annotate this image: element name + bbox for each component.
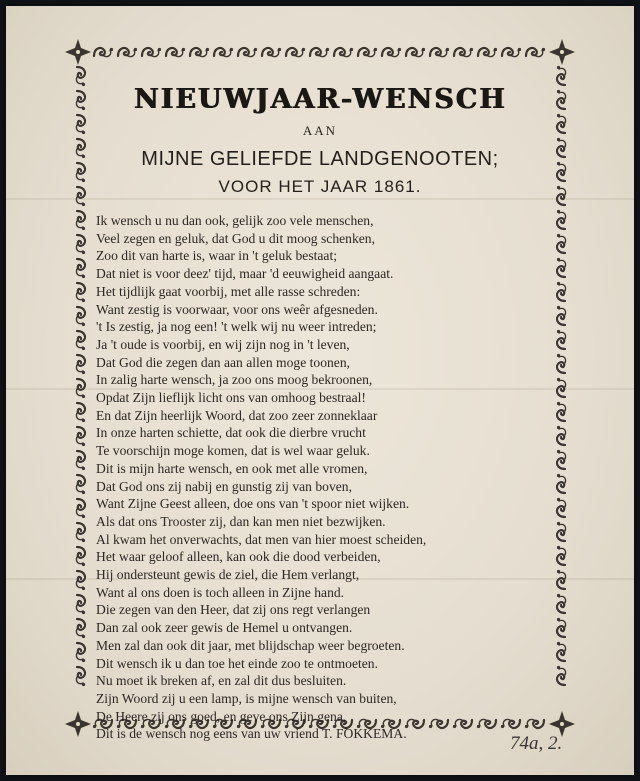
corner-rosette-icon xyxy=(65,711,91,737)
scroll-ornament-icon xyxy=(430,48,449,57)
scroll-ornament-icon xyxy=(286,48,305,57)
scroll-ornament-icon xyxy=(557,66,566,85)
scroll-ornament-icon xyxy=(557,618,566,637)
poem-line: Hij ondersteunt gewis de ziel, die Hem verlangt, xyxy=(96,567,360,583)
poem-line: Dat God ons zij nabij en gunstig zij van boven, xyxy=(96,478,352,494)
poem-line: Opdat Zijn lieflijk licht ons van omhoog bestraal! xyxy=(96,390,366,406)
poem-line: Want al ons doen is toch alleen in Zijne hand. xyxy=(96,584,345,600)
scroll-ornament-icon xyxy=(557,570,566,589)
scroll-ornament-icon xyxy=(76,523,85,542)
scroll-ornament-icon xyxy=(557,114,566,133)
scroll-ornament-icon xyxy=(76,211,85,230)
scroll-ornament-icon xyxy=(76,571,85,590)
scroll-ornament-icon xyxy=(382,48,401,57)
scroll-ornament-icon xyxy=(118,48,137,57)
scroll-ornament-icon xyxy=(454,48,473,57)
scroll-ornament-icon xyxy=(76,91,85,110)
scroll-ornament-icon xyxy=(502,48,521,57)
scroll-ornament-icon xyxy=(76,163,85,182)
poem-line: Zoo dit van harte is, waar in 't geluk bestaat; xyxy=(96,248,338,264)
scroll-ornament-icon xyxy=(557,474,566,493)
scroll-ornament-icon xyxy=(557,186,566,205)
poem-body xyxy=(90,212,550,743)
scroll-ornament-icon xyxy=(557,498,566,517)
scroll-ornament-icon xyxy=(76,67,85,86)
scroll-ornament-icon xyxy=(76,475,85,494)
scroll-ornament-icon xyxy=(358,48,377,57)
scroll-ornament-icon xyxy=(262,48,281,57)
scroll-ornament-icon xyxy=(310,48,329,57)
scroll-ornament-icon xyxy=(557,546,566,565)
poem-line: Zijn Woord zij u een lamp, is mijne wensch van buiten, xyxy=(96,690,397,706)
scroll-ornament-icon xyxy=(76,595,85,614)
scroll-ornament-icon xyxy=(557,450,566,469)
scroll-ornament-icon xyxy=(478,48,497,57)
poem-line: 't Is zestig, ja nog een! 't welk wij nu weer intreden; xyxy=(96,319,377,335)
poem-line: Als dat ons Trooster zij, dan kan men niet bezwijken. xyxy=(96,513,386,529)
poem-line: Dit wensch ik u dan toe het einde zoo te ontmoeten. xyxy=(96,655,378,671)
scroll-ornament-icon xyxy=(190,48,209,57)
scroll-ornament-icon xyxy=(557,162,566,181)
scroll-ornament-icon xyxy=(557,306,566,325)
poem-line: Dat niet is voor deez' tijd, maar 'd eeuwigheid aangaat. xyxy=(96,266,394,282)
poem-line: Al kwam het onverwachts, dat men van hier moest scheiden, xyxy=(96,531,427,547)
poem-line: Het waar geloof alleen, kan ook die dood verbeiden, xyxy=(96,549,381,565)
corner-rosette-icon xyxy=(549,39,575,65)
year-line: VOOR HET JAAR 1861. xyxy=(218,177,422,196)
scroll-ornament-icon xyxy=(166,48,185,57)
poem-line: Want Zijne Geest alleen, doe ons van 't spoor niet wijken. xyxy=(96,496,410,512)
scroll-ornament-icon xyxy=(557,258,566,277)
page-title: NIEUWJAAR-WENSCH xyxy=(133,84,507,115)
scroll-ornament-icon xyxy=(557,330,566,349)
scroll-ornament-icon xyxy=(557,138,566,157)
poem-line: Dan zal ook zeer gewis de Hemel u ontvangen. xyxy=(96,620,353,636)
poem-line: En dat Zijn heerlijk Woord, dat zoo zeer zonneklaar xyxy=(96,407,378,423)
poem-line: Veel zegen en geluk, dat God u dit moog schenken, xyxy=(96,230,375,246)
scroll-ornament-icon xyxy=(76,547,85,566)
scroll-ornament-icon xyxy=(142,48,161,57)
poem-line: Want zestig is voorwaar, voor ons weêr afgesneden. xyxy=(96,301,378,317)
scroll-ornament-icon xyxy=(76,307,85,326)
poem-line: Ja 't oude is voorbij, en wij zijn nog in 't leven, xyxy=(96,336,350,352)
scroll-ornament-icon xyxy=(557,642,566,661)
scroll-ornament-icon xyxy=(334,48,353,57)
poem-line: De Heere zij ons goed, en geve ons Zijn gena, xyxy=(96,708,347,724)
scroll-ornament-icon xyxy=(76,139,85,158)
scroll-ornament-icon xyxy=(238,48,257,57)
scroll-ornament-icon xyxy=(76,643,85,662)
scroll-ornament-icon xyxy=(557,522,566,541)
poem-line: Ik wensch u nu dan ook, gelijk zoo vele menschen, xyxy=(96,213,374,228)
poem-line: Dit is mijn harte wensch, en ook met alle vromen, xyxy=(96,460,368,476)
scroll-ornament-icon xyxy=(76,379,85,398)
poem-line: In zalig harte wensch, ja zoo ons moog bekroonen, xyxy=(96,372,373,388)
scroll-ornament-icon xyxy=(406,48,425,57)
scroll-ornament-icon xyxy=(76,115,85,134)
poem-line: Dit is de wensch nog eens van uw vriend T. FOKKEMA. xyxy=(96,726,407,742)
scroll-ornament-icon xyxy=(76,355,85,374)
corner-rosette-icon xyxy=(65,39,91,65)
scroll-ornament-icon xyxy=(76,499,85,518)
scroll-ornament-icon xyxy=(557,594,566,613)
scroll-ornament-icon xyxy=(76,403,85,422)
scroll-ornament-icon xyxy=(76,283,85,302)
scroll-ornament-icon xyxy=(557,282,566,301)
scroll-ornament-icon xyxy=(76,331,85,350)
scroll-ornament-icon xyxy=(557,666,566,685)
scroll-ornament-icon xyxy=(526,48,545,57)
poem-line: Het tijdlijk gaat voorbij, met alle rasse schreden: xyxy=(96,283,361,299)
scroll-ornament-icon xyxy=(76,235,85,254)
scroll-ornament-icon xyxy=(557,234,566,253)
scroll-ornament-icon xyxy=(76,259,85,278)
scroll-ornament-icon xyxy=(557,378,566,397)
poem-line: Dat God die zegen dan aan allen moge toonen, xyxy=(96,354,351,370)
scroll-ornament-icon xyxy=(76,451,85,470)
broadsheet-content xyxy=(90,70,550,743)
archive-number: 74a, 2. xyxy=(510,733,563,754)
poem-line: Die zegen van den Heer, dat zij ons regt verlangen xyxy=(96,602,371,618)
scroll-ornament-icon xyxy=(557,402,566,421)
dedication-aan: AAN xyxy=(302,123,338,138)
scroll-ornament-icon xyxy=(76,427,85,446)
poem-line: In onze harten schiette, dat ook die dierbre vrucht xyxy=(96,425,366,441)
scroll-ornament-icon xyxy=(76,187,85,206)
scroll-ornament-icon xyxy=(557,90,566,109)
scroll-ornament-icon xyxy=(94,48,113,57)
scroll-ornament-icon xyxy=(557,354,566,373)
poem-line: Te voorschijn moge komen, dat is wel waar geluk. xyxy=(96,443,370,459)
poem-line: Nu moet ik breken af, en zal dit dus besluiten. xyxy=(96,673,347,689)
scroll-ornament-icon xyxy=(76,667,85,686)
scroll-ornament-icon xyxy=(557,426,566,445)
dedication-subtitle: MIJNE GELIEFDE LANDGENOOTEN; xyxy=(141,148,499,170)
poem-line: Men zal dan ook dit jaar, met blijdschap weer begroeten. xyxy=(96,637,405,653)
scroll-ornament-icon xyxy=(557,210,566,229)
scroll-ornament-icon xyxy=(214,48,233,57)
scroll-ornament-icon xyxy=(76,619,85,638)
